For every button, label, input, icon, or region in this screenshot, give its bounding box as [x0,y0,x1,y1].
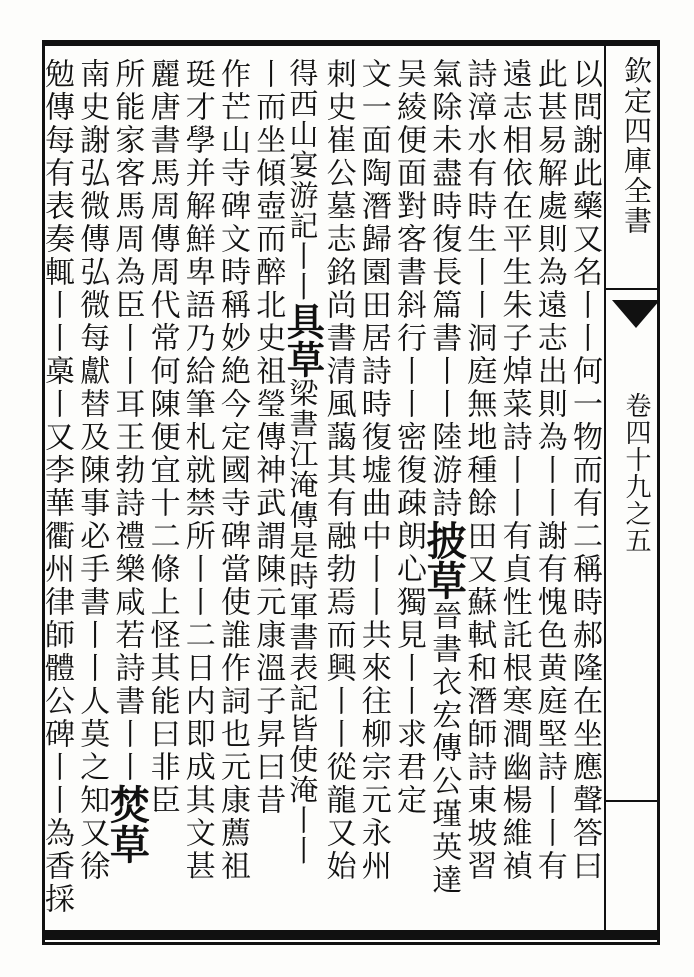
column-text-continued: 晉書衣宏傳公瑾英達 [426,600,462,897]
column-text: 丨而坐傾壺而醉北史祖瑩傳神武謂陳元康溫子昇曰昔 [250,58,286,817]
column-text: 南史謝弘微傳弘微每獻替及陳事必手書丨丨人莫之知又徐 [74,58,110,883]
text-column [73,58,109,928]
text-column [280,58,326,928]
column-text: 遠志相依在平生朱子焯菜詩丨丨有貞性託根寒澗幽楊維禎 [496,58,532,883]
entry-heading: 焚草 [103,784,151,864]
volume-label: 卷四十九之五 [621,392,651,554]
margin-divider-bottom [604,800,660,802]
column-text-continued: 北史祖瑩傳神武謂陳元康溫子昇曰昔 [250,289,286,817]
column-text: 吴綾便面對客書斜行丨丨密復疎朗心獨見丨丨求君定 [391,58,426,817]
top-rule [42,40,660,46]
text-column [179,58,215,928]
text-column [320,58,356,928]
text-column [531,58,567,928]
column-text: 此甚易解處則為遠志出則為丨丨謝有愧色黄庭堅詩丨丨有 [531,58,567,883]
text-column [496,58,532,928]
book-title: 欽定四庫全書 [620,56,653,236]
column-text: 氣除未盡時復長篇書丨丨陸游詩披草晉書衣宏傳公瑾英達 [420,58,468,897]
text-column [38,58,74,928]
column-text: 得西山宴游記丨丨具草梁書江淹傳是時軍書表記皆使淹丨丨 [280,58,326,866]
bottom-rule [42,930,660,940]
column-text-continued: 朗心獨見丨丨求君定 [391,520,426,817]
fishtail-mark [612,300,660,328]
column-text: 詩漳水有時生丨丨洞庭無地種餘田又蘇軾和潛師詩東坡習 [461,58,497,883]
margin-divider-top [604,288,660,290]
entry-heading: 披草 [420,520,468,600]
text-column [460,58,496,928]
entry-heading: 具草 [280,302,326,378]
text-column [214,58,250,928]
column-text: 刺史崔公墓志銘尚書清風藹其有融勃焉而興丨丨從龍又始 [320,58,356,883]
text-column [566,58,602,928]
column-text: 以問謝此藥又名丨丨何一物而有二稱時郝隆在坐應聲答曰 [567,58,602,883]
text-column [355,58,391,928]
column-text: 作芒山寺碑文時稱妙絶今定國寺碑當使誰作詞也元康薦祖 [215,58,250,883]
column-text-continued: 梁書江淹傳是時軍書表記皆使淹丨丨 [285,378,320,866]
text-column [390,58,426,928]
column-text: 麗唐書馬周傳周代常何陳便宜十二條上怪其能曰非臣 [144,58,180,817]
text-column [103,58,151,928]
text-column [420,58,468,928]
column-text: 勉傳每有表奏輒丨丨槀丨又李華衢州律師體公碑丨丨為香採 [39,58,74,916]
column-text: 所能家客馬周為臣丨丨耳王勃詩禮樂咸若詩書丨丨焚草 [103,58,151,864]
column-text: 珽才學并解鮮卑語乃給筆札就禁所丨丨二日内即成其文甚 [179,58,215,883]
text-column [249,58,285,928]
column-text: 文一面陶潛歸園田居詩時復墟曲中丨丨共來往柳宗元永州 [355,58,391,883]
